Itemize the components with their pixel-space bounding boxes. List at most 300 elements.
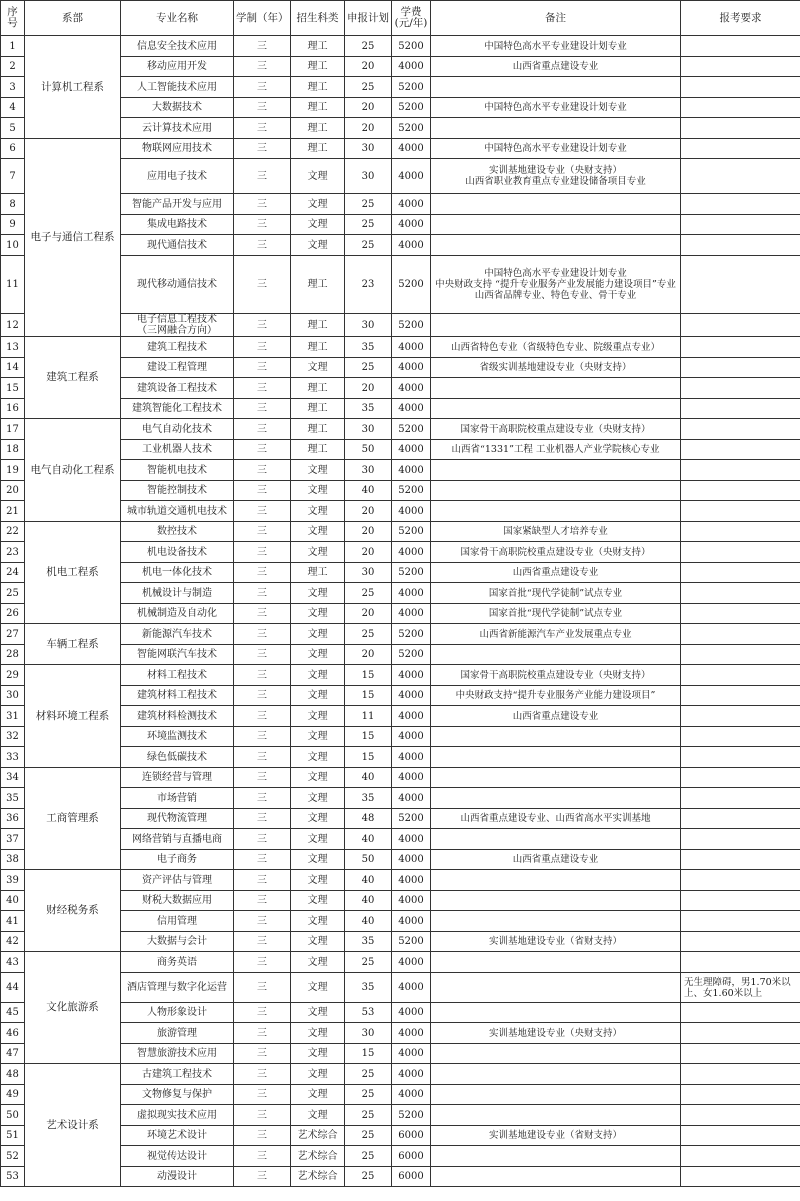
cell-req [681,358,800,378]
table-row [1,419,800,440]
cell-req [681,604,800,624]
cell-plan: 23 [345,256,392,314]
cell-plan: 25 [345,215,392,235]
cell-plan: 25 [345,36,392,57]
cell-no: 15 [1,378,25,399]
cell-note [431,1044,681,1064]
table-row [1,256,800,314]
table-row [1,645,800,665]
cell-plan: 25 [345,194,392,215]
cell-note [431,727,681,747]
cell-req [681,57,800,77]
cell-major: 信息安全技术应用 [121,36,234,57]
cell-note [431,788,681,809]
cell-fee: 4000 [392,870,431,891]
cell-years: 三 [234,911,291,932]
cell-note: 国家骨干高职院校重点建设专业（央财支持） [431,419,681,440]
table-row [1,542,800,563]
cell-years: 三 [234,850,291,870]
cell-major: 人物形象设计 [121,1003,234,1023]
cell-no: 19 [1,460,25,481]
cell-plan: 25 [345,583,392,604]
cell-no: 14 [1,358,25,378]
cell-note [431,747,681,768]
table-row [1,563,800,583]
cell-category: 理工 [291,440,345,460]
cell-plan: 30 [345,1023,392,1044]
cell-category: 艺术综合 [291,1146,345,1167]
cell-fee: 4000 [392,583,431,604]
cell-major: 机电一体化技术 [121,563,234,583]
cell-req [681,36,800,57]
cell-no: 47 [1,1044,25,1064]
cell-plan: 20 [345,98,392,118]
cell-req [681,686,800,706]
cell-category: 文理 [291,624,345,645]
cell-category: 理工 [291,563,345,583]
cell-fee: 4000 [392,337,431,358]
cell-years: 三 [234,139,291,159]
cell-note: 国家首批“现代学徒制”试点专业 [431,583,681,604]
cell-years: 三 [234,1003,291,1023]
cell-major: 建设工程管理 [121,358,234,378]
cell-req [681,98,800,118]
table-row [1,850,800,870]
cell-plan: 25 [345,1064,392,1085]
cell-plan: 30 [345,460,392,481]
cell-major: 环境艺术设计 [121,1126,234,1146]
cell-plan: 25 [345,1167,392,1187]
cell-fee: 6000 [392,1126,431,1146]
header-years: 学制（年） [234,1,291,36]
cell-plan: 50 [345,850,392,870]
table-row [1,1085,800,1105]
cell-no: 27 [1,624,25,645]
cell-note: 中国特色高水平专业建设计划专业 [431,98,681,118]
cell-note: 省级实训基地建设专业（央财支持） [431,358,681,378]
cell-plan: 25 [345,1126,392,1146]
cell-major: 智能网联汽车技术 [121,645,234,665]
cell-years: 三 [234,194,291,215]
cell-fee: 5200 [392,419,431,440]
cell-plan: 25 [345,952,392,973]
cell-no: 23 [1,542,25,563]
cell-category: 理工 [291,256,345,314]
cell-no: 29 [1,665,25,686]
table-row [1,522,800,542]
table-row [1,1044,800,1064]
cell-no: 32 [1,727,25,747]
cell-no: 46 [1,1023,25,1044]
cell-fee: 4000 [392,460,431,481]
cell-fee: 4000 [392,727,431,747]
cell-req [681,522,800,542]
cell-category: 理工 [291,118,345,139]
cell-major: 云计算技术应用 [121,118,234,139]
cell-plan: 20 [345,522,392,542]
cell-note: 中国特色高水平专业建设计划专业 中央财政支持 “提升专业服务产业发展能力建设项目”专业 山西省品牌专业、特色专业、骨干专业 [431,256,681,314]
cell-req [681,440,800,460]
cell-category: 文理 [291,911,345,932]
table-row [1,215,800,235]
cell-years: 三 [234,522,291,542]
cell-req [681,1126,800,1146]
cell-fee: 5200 [392,522,431,542]
cell-fee: 4000 [392,1023,431,1044]
cell-major: 移动应用开发 [121,57,234,77]
cell-category: 文理 [291,788,345,809]
cell-plan: 20 [345,378,392,399]
cell-no: 9 [1,215,25,235]
cell-req [681,314,800,337]
cell-fee: 4000 [392,378,431,399]
cell-fee: 4000 [392,911,431,932]
table-row [1,829,800,850]
table-body [1,36,800,1187]
cell-no: 4 [1,98,25,118]
cell-req [681,1105,800,1126]
cell-plan: 20 [345,118,392,139]
cell-plan: 15 [345,1044,392,1064]
cell-years: 三 [234,358,291,378]
cell-req [681,460,800,481]
cell-dept: 计算机工程系 [25,36,121,139]
cell-major: 工业机器人技术 [121,440,234,460]
cell-req: 无生理障碍，男1.70米以上、女1.60米以上 [681,973,800,1003]
cell-years: 三 [234,378,291,399]
cell-years: 三 [234,118,291,139]
cell-major: 新能源汽车技术 [121,624,234,645]
cell-req [681,665,800,686]
cell-req [681,1064,800,1085]
table-row [1,604,800,624]
cell-category: 理工 [291,77,345,98]
cell-plan: 53 [345,1003,392,1023]
cell-major: 人工智能技术应用 [121,77,234,98]
cell-fee: 4000 [392,604,431,624]
cell-req [681,337,800,358]
cell-years: 三 [234,1126,291,1146]
cell-no: 10 [1,235,25,256]
cell-fee: 4000 [392,829,431,850]
cell-major: 环境监测技术 [121,727,234,747]
cell-note [431,399,681,419]
cell-note: 中国特色高水平专业建设计划专业 [431,139,681,159]
cell-category: 文理 [291,1003,345,1023]
cell-fee: 5200 [392,118,431,139]
cell-note: 国家首批“现代学徒制”试点专业 [431,604,681,624]
cell-req [681,911,800,932]
header-dept: 系部 [25,1,121,36]
cell-req [681,1044,800,1064]
cell-major: 智能产品开发与应用 [121,194,234,215]
cell-plan: 20 [345,604,392,624]
table-row [1,314,800,337]
cell-no: 49 [1,1085,25,1105]
table-row [1,378,800,399]
cell-no: 38 [1,850,25,870]
cell-major: 数控技术 [121,522,234,542]
cell-fee: 5200 [392,77,431,98]
cell-years: 三 [234,256,291,314]
cell-fee: 4000 [392,1085,431,1105]
cell-fee: 4000 [392,1003,431,1023]
cell-major: 视觉传达设计 [121,1146,234,1167]
cell-no: 20 [1,481,25,501]
cell-plan: 25 [345,358,392,378]
cell-category: 理工 [291,399,345,419]
cell-fee: 4000 [392,57,431,77]
cell-fee: 6000 [392,1167,431,1187]
table-row [1,583,800,604]
cell-dept: 材料环境工程系 [25,665,121,768]
cell-category: 文理 [291,686,345,706]
cell-category: 文理 [291,583,345,604]
cell-req [681,1023,800,1044]
cell-fee: 4000 [392,850,431,870]
cell-req [681,624,800,645]
cell-category: 理工 [291,57,345,77]
cell-years: 三 [234,542,291,563]
cell-note [431,314,681,337]
cell-note [431,1167,681,1187]
cell-major: 连锁经营与管理 [121,768,234,788]
cell-category: 文理 [291,891,345,911]
cell-req [681,747,800,768]
cell-note [431,77,681,98]
cell-fee: 4000 [392,358,431,378]
table-row [1,337,800,358]
cell-years: 三 [234,952,291,973]
cell-plan: 35 [345,399,392,419]
cell-major: 电气自动化技术 [121,419,234,440]
cell-req [681,870,800,891]
cell-fee: 5200 [392,1105,431,1126]
cell-no: 41 [1,911,25,932]
cell-years: 三 [234,215,291,235]
cell-category: 文理 [291,932,345,952]
cell-no: 45 [1,1003,25,1023]
cell-plan: 40 [345,481,392,501]
cell-note [431,870,681,891]
cell-category: 艺术综合 [291,1126,345,1146]
table-row [1,36,800,57]
cell-no: 17 [1,419,25,440]
table-row [1,1064,800,1085]
header-fee: 学费(元/年) [392,1,431,36]
cell-plan: 25 [345,1146,392,1167]
cell-fee: 4000 [392,1044,431,1064]
cell-note: 山西省重点建设专业 [431,563,681,583]
cell-major: 材料工程技术 [121,665,234,686]
cell-years: 三 [234,1023,291,1044]
cell-req [681,645,800,665]
cell-major: 现代移动通信技术 [121,256,234,314]
cell-no: 22 [1,522,25,542]
cell-years: 三 [234,932,291,952]
cell-plan: 20 [345,645,392,665]
cell-note [431,235,681,256]
table-row [1,1105,800,1126]
cell-req [681,932,800,952]
cell-major: 机械制造及自动化 [121,604,234,624]
cell-no: 25 [1,583,25,604]
cell-note [431,1146,681,1167]
cell-major: 信用管理 [121,911,234,932]
table-row [1,973,800,1003]
cell-category: 理工 [291,337,345,358]
cell-category: 文理 [291,747,345,768]
cell-plan: 35 [345,973,392,1003]
cell-major: 机电设备技术 [121,542,234,563]
cell-major: 资产评估与管理 [121,870,234,891]
table-row [1,440,800,460]
cell-req [681,706,800,727]
cell-major: 古建筑工程技术 [121,1064,234,1085]
cell-fee: 5200 [392,645,431,665]
cell-dept: 工商管理系 [25,768,121,870]
cell-fee: 4000 [392,952,431,973]
cell-no: 5 [1,118,25,139]
cell-req [681,850,800,870]
cell-plan: 30 [345,419,392,440]
table-row [1,235,800,256]
cell-no: 51 [1,1126,25,1146]
cell-fee: 4000 [392,973,431,1003]
table-row [1,788,800,809]
cell-note [431,1064,681,1085]
cell-years: 三 [234,98,291,118]
table-row [1,399,800,419]
cell-req [681,481,800,501]
cell-category: 文理 [291,1105,345,1126]
table-row [1,159,800,194]
cell-fee: 5200 [392,809,431,829]
cell-fee: 4000 [392,665,431,686]
cell-req [681,891,800,911]
table-row [1,501,800,522]
cell-note [431,118,681,139]
cell-major: 建筑材料检测技术 [121,706,234,727]
cell-note [431,911,681,932]
cell-plan: 30 [345,563,392,583]
table-row [1,1003,800,1023]
cell-years: 三 [234,1044,291,1064]
cell-fee: 5200 [392,256,431,314]
cell-plan: 25 [345,235,392,256]
cell-major: 绿色低碳技术 [121,747,234,768]
cell-years: 三 [234,706,291,727]
cell-fee: 5200 [392,314,431,337]
cell-years: 三 [234,36,291,57]
cell-category: 艺术综合 [291,1167,345,1187]
header-row [1,1,800,36]
cell-category: 文理 [291,215,345,235]
cell-category: 文理 [291,501,345,522]
table-row [1,952,800,973]
cell-major: 文物修复与保护 [121,1085,234,1105]
cell-no: 6 [1,139,25,159]
cell-note [431,891,681,911]
table-row [1,77,800,98]
cell-years: 三 [234,57,291,77]
cell-note [431,1085,681,1105]
cell-category: 文理 [291,1023,345,1044]
cell-years: 三 [234,624,291,645]
cell-no: 7 [1,159,25,194]
cell-major: 电子商务 [121,850,234,870]
cell-note: 山西省重点建设专业 [431,57,681,77]
cell-plan: 25 [345,624,392,645]
cell-major: 市场营销 [121,788,234,809]
cell-no: 34 [1,768,25,788]
cell-years: 三 [234,973,291,1003]
cell-no: 44 [1,973,25,1003]
cell-no: 21 [1,501,25,522]
table-row [1,870,800,891]
cell-no: 26 [1,604,25,624]
cell-category: 理工 [291,36,345,57]
cell-years: 三 [234,583,291,604]
cell-fee: 5200 [392,624,431,645]
cell-no: 13 [1,337,25,358]
cell-no: 53 [1,1167,25,1187]
cell-plan: 15 [345,747,392,768]
cell-no: 3 [1,77,25,98]
cell-major: 智慧旅游技术应用 [121,1044,234,1064]
cell-category: 理工 [291,314,345,337]
cell-note [431,829,681,850]
table-row [1,665,800,686]
cell-plan: 35 [345,932,392,952]
cell-no: 36 [1,809,25,829]
cell-req [681,399,800,419]
cell-category: 文理 [291,460,345,481]
cell-fee: 4000 [392,139,431,159]
cell-years: 三 [234,1146,291,1167]
cell-plan: 40 [345,829,392,850]
table-row [1,706,800,727]
header-category: 招生科类 [291,1,345,36]
cell-dept: 电子与通信工程系 [25,139,121,337]
cell-category: 理工 [291,98,345,118]
cell-no: 24 [1,563,25,583]
cell-dept: 电气自动化工程系 [25,419,121,522]
cell-note: 山西省重点建设专业、山西省高水平实训基地 [431,809,681,829]
cell-fee: 5200 [392,98,431,118]
table-row [1,194,800,215]
cell-category: 文理 [291,809,345,829]
cell-fee: 4000 [392,747,431,768]
cell-no: 28 [1,645,25,665]
cell-note: 山西省“1331”工程 工业机器人产业学院核心专业 [431,440,681,460]
cell-plan: 48 [345,809,392,829]
cell-req [681,583,800,604]
cell-category: 文理 [291,1085,345,1105]
table-row [1,57,800,77]
cell-category: 文理 [291,481,345,501]
cell-no: 16 [1,399,25,419]
table-row [1,624,800,645]
cell-no: 48 [1,1064,25,1085]
cell-note: 山西省特色专业（省级特色专业、院级重点专业） [431,337,681,358]
cell-major: 建筑设备工程技术 [121,378,234,399]
cell-major: 商务英语 [121,952,234,973]
cell-fee: 4000 [392,706,431,727]
cell-fee: 4000 [392,686,431,706]
cell-years: 三 [234,686,291,706]
cell-plan: 35 [345,337,392,358]
